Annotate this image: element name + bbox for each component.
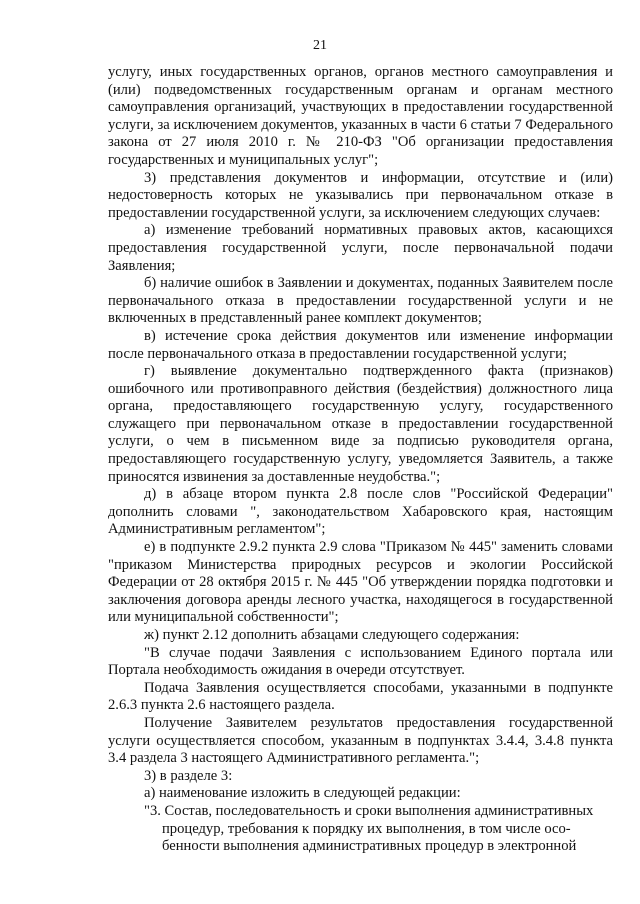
paragraph-item-a-name: а) наименование изложить в следующей редакции: [144, 785, 461, 802]
paragraph-item-a: а) изменение требований нормативных правовых актов, касающихся предоставления государственной услуги, после первоначальной подачи Заявления; [108, 222, 613, 274]
paragraph-quote-submission: Подача Заявления осуществляется способами, указанными в подпункте 2.6.3 пункта 2.6 настоящего раздела. [108, 679, 613, 714]
heading-line: бенности выполнения административных процедур в электронной [162, 838, 577, 855]
paragraph-item-zh: ж) пункт 2.12 дополнить абзацами следующего содержания: [144, 627, 520, 643]
paragraph-item-b: б) наличие ошибок в Заявлении и документах, поданных Заявителем после первоначального отказа в предоставлении государственной услуги и не включенных в представленный ранее комплект документов; [108, 275, 613, 327]
paragraph-item-v: в) истечение срока действия документов или изменение информации после первоначального отказа в предоставлении государственной услуги; [108, 327, 613, 362]
paragraph-quote-queue: "В случае подачи Заявления с использованием Единого портала или Портала необходимость ожидания в очереди отсутствует. [108, 644, 613, 679]
page-number: 21 [313, 38, 327, 53]
document-body [108, 64, 613, 856]
section-heading-quote [108, 803, 613, 856]
heading-line: "3. Состав, последовательность и сроки выполнения административных [144, 802, 594, 819]
heading-line: процедур, требования к порядку их выполнения, в том числе осо- [162, 820, 571, 837]
paragraph-item-g: г) выявление документально подтвержденного факта (признаков) ошибочного или противоправного действия (бездействия) должностного лица органа, предоставляющего государственную услугу, государственного служащего при первоначальном отказе в предоставлении государственной услуги, о чем в письменном виде за подписью руководителя органа, предоставляющего государственную услугу, уведомляется Заявитель, а также приносятся извинения за доставленные неудобства."; [108, 363, 613, 485]
paragraph-quote-result: Получение Заявителем результатов предоставления государственной услуги осуществляется способом, указанным в подпунктах 3.4.4, 3.4.8 пункта 3.4 раздела 3 настоящего Административного регламента."; [108, 714, 613, 767]
paragraph-section-3: 3) в разделе 3: [144, 767, 233, 784]
paragraph-item-3: 3) представления документов и информации, отсутствие и (или) недостоверность которых не указывались при первоначальном отказе в предоставлении государственной услуги, за исключением следующих случаев: [108, 169, 613, 221]
paragraph-item-e: е) в подпункте 2.9.2 пункта 2.9 слова "Приказом № 445" заменить словами "приказом Министерства природных ресурсов и экологии Российской Федерации от 28 октября 2015 г. № 445 "Об утверждении порядка подготовки и заключения договора аренды лесного участка, находящегося в государственной или муниципальной собственности"; [108, 539, 613, 626]
paragraph-continuation: услугу, иных государственных органов, органов местного самоуправления и (или) подведомственных государственным органам и органам местного самоуправления организаций, участвующих в предоставлении государственной услуги, за исключением документов, указанных в части 6 статьи 7 Федерального закона от 27 июля 2010 г. № 210-ФЗ "Об организации предоставления государственных и муниципальных услуг"; [108, 64, 613, 168]
paragraph-item-d: д) в абзаце втором пункта 2.8 после слов "Российской Федерации" дополнить словами ", законодательством Хабаровского края, настоящим Административным регламентом"; [108, 486, 613, 538]
